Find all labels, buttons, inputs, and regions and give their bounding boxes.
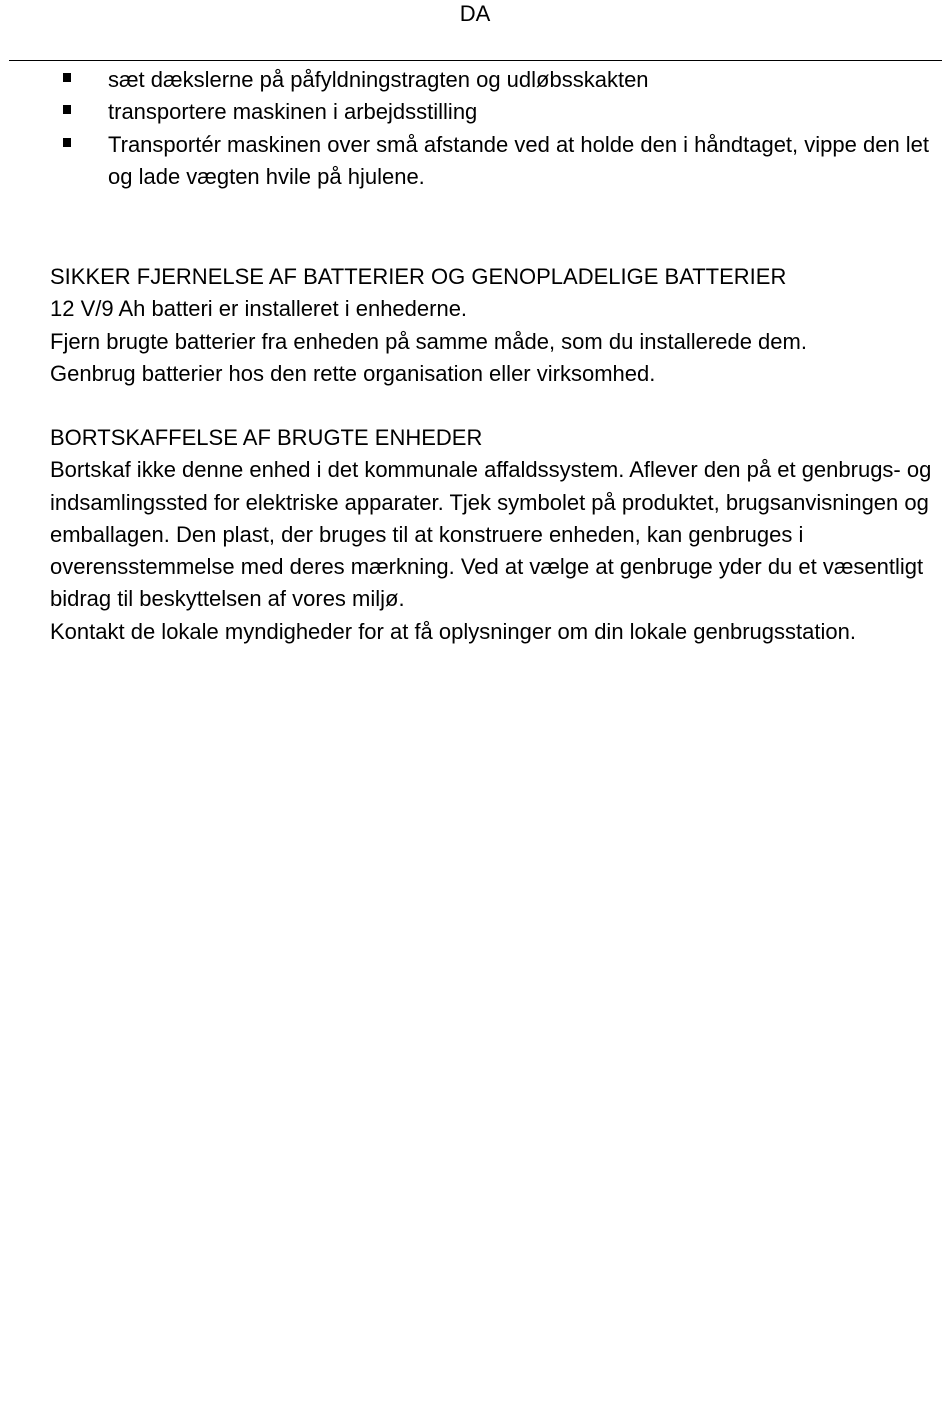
list-item	[60, 129, 940, 194]
section-heading: SIKKER FJERNELSE AF BATTERIER OG GENOPLADELIGE BATTERIER	[50, 264, 787, 289]
contact-paragraph: Kontakt de lokale myndigheder for at få oplysninger om din lokale genbrugsstation.	[50, 618, 856, 644]
header-divider	[9, 60, 942, 61]
battery-text-line: 12 V/9 Ah batteri er installeret i enhederne.	[50, 296, 468, 322]
square-bullet-icon	[63, 73, 71, 82]
disposal-paragraph: Bortskaf ikke denne enhed i det kommunale affaldssystem. Aflever den på et genbrugs- og indsamlingssted for elektriske apparater. Tjek symbolet på produktet, brugsanvisningen og emballagen. Den plast, der bruges til at konstruere enheden, kan genbruges i overensstemmelse med deres mærkning. Ved at vælge at genbruge yder du et væsentligt bidrag til beskyttelsen af vores miljø.	[50, 457, 932, 612]
battery-removal-section	[50, 261, 945, 390]
disposal-section	[50, 422, 945, 648]
list-item-text: sæt dækslerne på påfyldningstragten og udløbsskakten	[108, 67, 649, 92]
transport-instructions-list	[60, 64, 940, 193]
battery-text-line: Genbrug batterier hos den rette organisation eller virksomhed.	[50, 360, 656, 386]
list-item-text: Transportér maskinen over små afstande ved at holde den i håndtaget, vippe den let og lade vægten hvile på hjulene.	[108, 131, 930, 189]
section-heading: BORTSKAFFELSE AF BRUGTE ENHEDER	[50, 425, 483, 450]
page-header	[0, 0, 950, 30]
square-bullet-icon	[63, 138, 71, 147]
language-code: DA	[459, 1, 491, 26]
square-bullet-icon	[63, 105, 71, 114]
list-item	[60, 64, 940, 96]
list-item-text: transportere maskinen i arbejdsstilling	[108, 99, 478, 125]
list-item	[60, 96, 940, 128]
battery-text-line: Fjern brugte batterier fra enheden på samme måde, som du installerede dem.	[50, 328, 807, 354]
